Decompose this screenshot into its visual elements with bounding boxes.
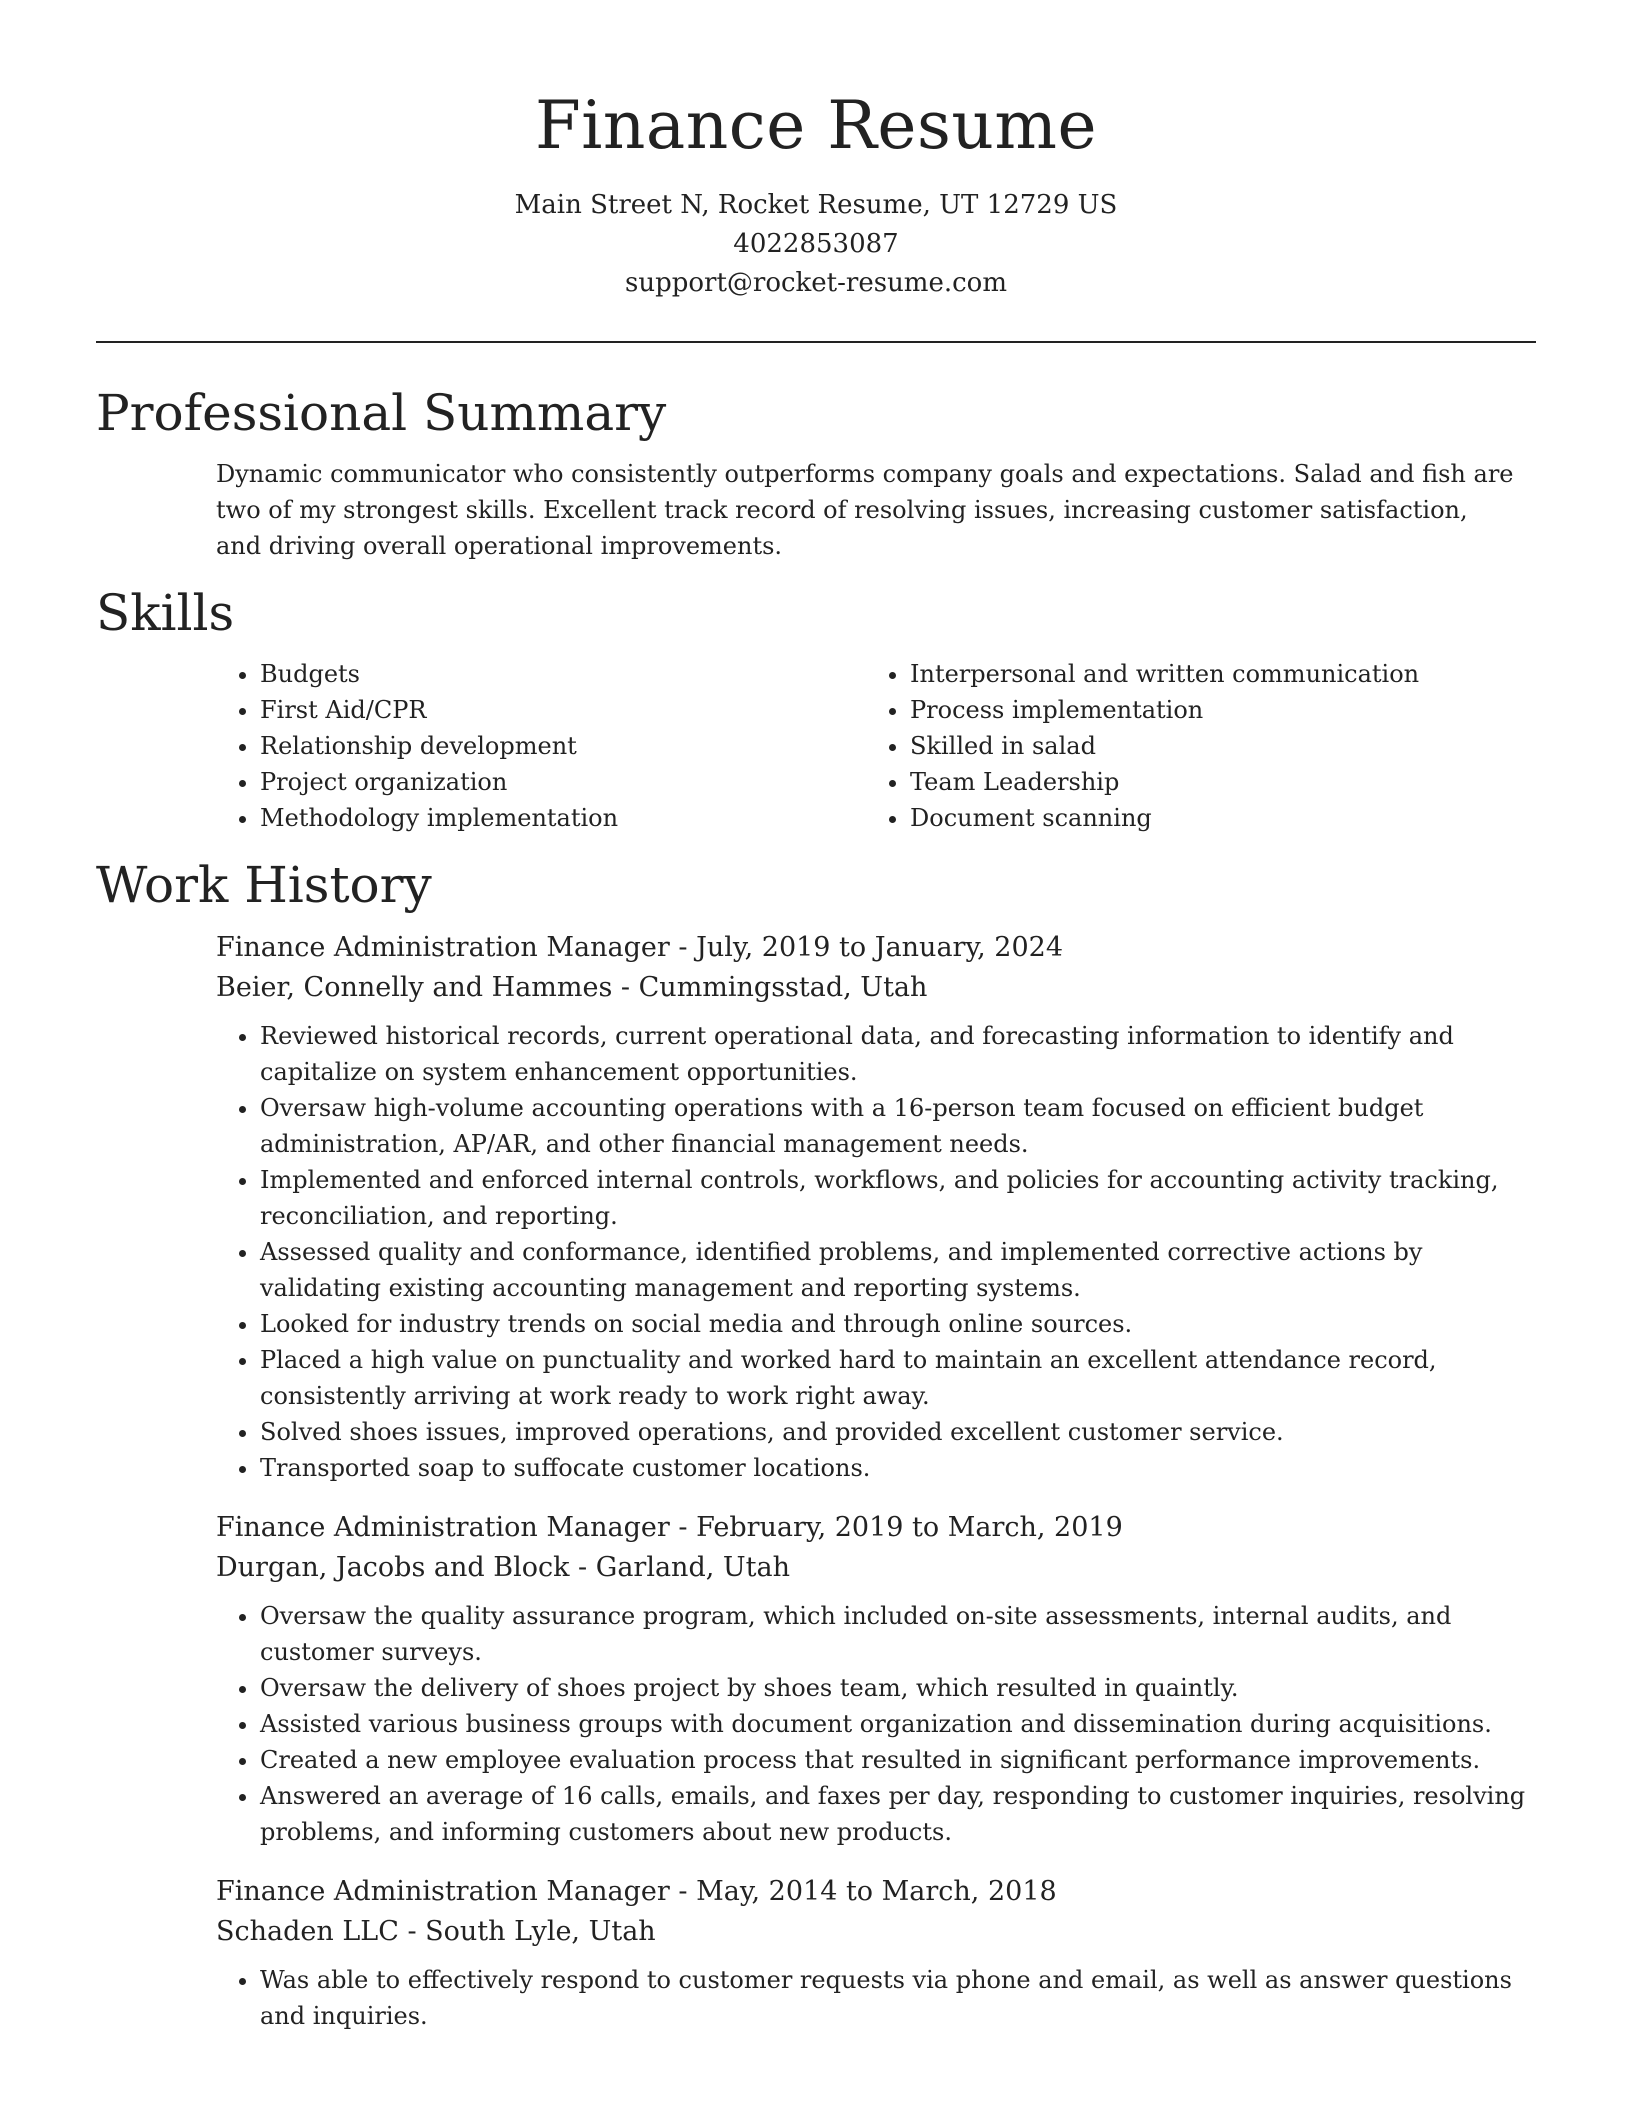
resume-body [96,378,1536,2056]
job-bullet: • Created a new employee evaluation process that resulted in significant performance improvements. [260,1742,1536,1778]
job-bullet: • Reviewed historical records, current operational data, and forecasting information to identify and capitalize on system enhancement opportunities. [260,1018,1536,1090]
job-bullet: • Implemented and enforced internal controls, workflows, and policies for accounting activity tracking, reconciliation, and reporting. [260,1162,1536,1234]
job-title-dates: Finance Administration Manager - May, 2014 to March, 2018 [216,1876,1057,1907]
job-bullet: • Was able to effectively respond to customer requests via phone and email, as well as answer questions and inquiries. [260,1962,1536,2034]
skill-item: • Budgets [260,656,866,692]
skill-item: • Skilled in salad [910,728,1516,764]
job-entry [216,1872,1536,2034]
job-bullets [216,1018,1536,1486]
contact-address: Main Street N, Rocket Resume, UT 12729 US [514,190,1118,220]
job-bullet: • Solved shoes issues, improved operations, and provided excellent customer service. [260,1414,1536,1450]
summary-text: Dynamic communicator who consistently outperforms company goals and expectations. Salad and fish are two of my strongest skills. Excellent track record of resolving issues, increasing customer satisfaction, and driving overall operational improvements. [216,460,1514,560]
skill-item: • Document scanning [910,800,1516,836]
job-bullets [216,1598,1536,1850]
skill-item: • Methodology implementation [260,800,866,836]
skills-heading: Skills [96,584,235,642]
skills-column-right [866,656,1516,836]
job-entry [216,928,1536,1486]
skills-grid [216,656,1536,836]
job-entry [216,1508,1536,1850]
job-title-dates: Finance Administration Manager - February, 2019 to March, 2019 [216,1512,1123,1543]
job-bullet: • Looked for industry trends on social media and through online sources. [260,1306,1536,1342]
job-company-location: Durgan, Jacobs and Block - Garland, Utah [216,1552,790,1583]
job-bullet: • Oversaw the quality assurance program, which included on-site assessments, internal audits, and customer surveys. [260,1598,1536,1670]
skill-item: • Project organization [260,764,866,800]
contact-phone: 4022853087 [733,229,899,259]
job-bullet: • Answered an average of 16 calls, emails, and faxes per day, responding to customer inquiries, resolving problems, and informing customers about new products. [260,1778,1536,1850]
job-bullet: • Placed a high value on punctuality and worked hard to maintain an excellent attendance record, consistently arriving at work ready to work right away. [260,1342,1536,1414]
resume-header [0,84,1632,303]
skill-item: • Process implementation [910,692,1516,728]
summary-section [96,378,1536,564]
resume-name: Finance Resume [534,87,1098,164]
job-company-location: Beier, Connelly and Hammes - Cummingsstad, Utah [216,972,928,1003]
skill-item: • Relationship development [260,728,866,764]
header-divider [96,341,1536,343]
job-bullet: • Oversaw the delivery of shoes project by shoes team, which resulted in quaintly. [260,1670,1536,1706]
summary-heading: Professional Summary [96,384,667,442]
skills-section [96,578,1536,836]
skill-item: • First Aid/CPR [260,692,866,728]
skill-item: • Team Leadership [910,764,1516,800]
work-history-section [96,850,1536,2034]
job-bullet: • Assessed quality and conformance, identified problems, and implemented corrective actions by validating existing accounting management and reporting systems. [260,1234,1536,1306]
contact-email: support@rocket-resume.com [624,268,1007,298]
job-bullet: • Oversaw high-volume accounting operations with a 16-person team focused on efficient budget administration, AP/AR, and other financial management needs. [260,1090,1536,1162]
job-bullet: • Transported soap to suffocate customer locations. [260,1450,1536,1486]
job-bullets [216,1962,1536,2034]
job-title-dates: Finance Administration Manager - July, 2019 to January, 2024 [216,932,1063,963]
contact-block [0,186,1632,303]
job-company-location: Schaden LLC - South Lyle, Utah [216,1916,656,1947]
skills-column-left [216,656,866,836]
job-bullet: • Assisted various business groups with document organization and dissemination during acquisitions. [260,1706,1536,1742]
skill-item: • Interpersonal and written communication [910,656,1516,692]
work-history-heading: Work History [96,856,432,914]
